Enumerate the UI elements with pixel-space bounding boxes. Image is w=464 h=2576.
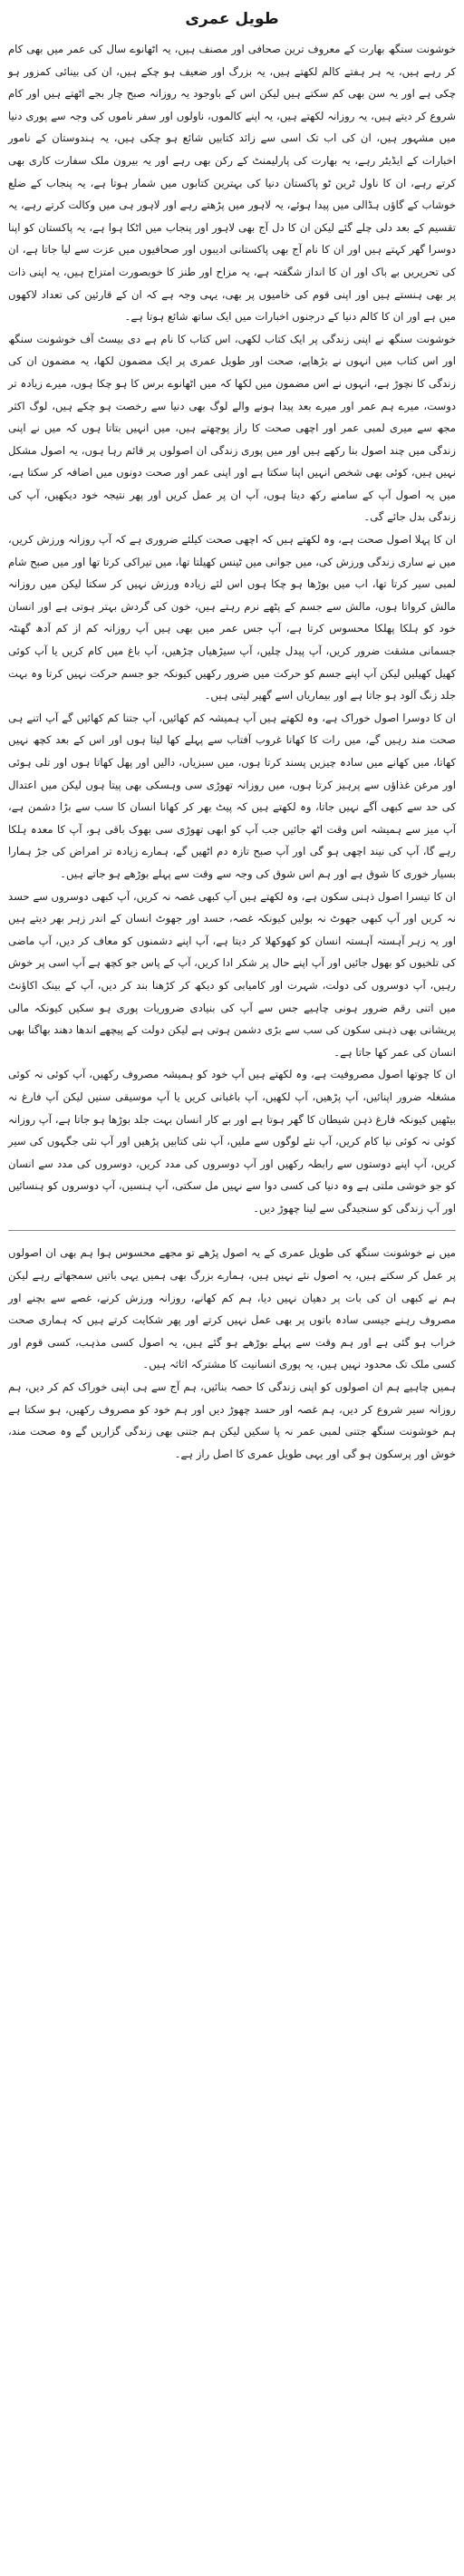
article-paragraph: خوشونت سنگھ نے اپنی زندگی پر ایک کتاب لکھی، اس کتاب کا نام ہے دی بیسٹ آف خوشونت سنگھ اور اس کتاب میں انہوں نے بڑھاپے، صحت اور طویل عمری پر ایک مضمون لکھا، یہ مضمون ان کی زندگی کا نچوڑ ہے، انہوں نے اس مضمون میں لکھا کہ میں اٹھانوے برس کا ہو چکا ہوں، میرے زیادہ تر دوست، میرے ہم عمر اور میرے بعد پیدا ہونے والے لوگ بھی دنیا سے رخصت ہو چکے ہیں، لوگ اکثر مجھ سے میری لمبی عمر اور اچھی صحت کا راز پوچھتے ہیں، میں انہیں بتاتا ہوں کہ میں نے اپنی زندگی میں چند اصول بنا رکھے ہیں اور میں پوری زندگی ان اصولوں پر قائم رہا ہوں، یہ اصول مشکل نہیں ہیں، کوئی بھی شخص انہیں اپنا سکتا ہے اور اپنی عمر اور صحت دونوں میں اضافہ کر سکتا ہے، میں یہ اصول آپ کے سامنے رکھ دیتا ہوں، آپ ان پر عمل کریں اور پھر نتیجہ خود دیکھیں، آپ کی زندگی بدل جائے گی۔: [8, 332, 456, 524]
article-paragraph: ان کا چوتھا اصول مصروفیت ہے، وہ لکھتے ہیں آپ خود کو ہمیشہ مصروف رکھیں، آپ کوئی نہ کوئی مشغلہ ضرور اپنائیں، آپ پڑھیں، آپ لکھیں، آپ باغبانی کریں یا آپ موسیقی سنیں لیکن آپ فارغ نہ بیٹھیں کیونکہ فارغ ذہن شیطان کا گھر ہوتا ہے اور بے کار انسان بہت جلد بوڑھا ہو جاتا ہے، آپ روزانہ کوئی نہ کوئی نیا کام کریں، آپ نئے لوگوں سے ملیں، آپ نئی کتابیں پڑھیں اور آپ نئی جگہوں کی سیر کریں، آپ اپنے دوستوں سے رابطہ رکھیں اور آپ دوسروں کی مدد کریں، دوسروں کی مدد سے انسان کو جو خوشی ملتی ہے وہ دنیا کی کسی دوا سے نہیں مل سکتی، آپ ہنسیں، آپ دوسروں کو ہنسائیں اور آپ زندگی کو سنجیدگی سے لینا چھوڑ دیں۔: [8, 1068, 456, 1215]
closing-paragraph: ہمیں چاہیے ہم ان اصولوں کو اپنی زندگی کا حصہ بنائیں، ہم آج سے ہی اپنی خوراک کم کر دیں، ہم روزانہ سیر شروع کر دیں، ہم غصہ اور حسد چھوڑ دیں اور ہم خود کو مصروف رکھیں، ہو سکتا ہے ہم خوشونت سنگھ جتنی لمبی عمر نہ پا سکیں لیکن ہم جتنی بھی زندگی گزاریں گے وہ صحت مند، خوش اور پرسکون ہو گی اور یہی طویل عمری کا اصل راز ہے۔: [8, 1380, 456, 1460]
section-divider: [8, 1230, 456, 1231]
article-paragraph: ان کا تیسرا اصول ذہنی سکون ہے، وہ لکھتے ہیں آپ کبھی غصہ نہ کریں، آپ کبھی دوسروں سے حسد نہ کریں اور آپ کبھی جھوٹ نہ بولیں کیونکہ غصہ، حسد اور جھوٹ انسان کے اندر زہر بھر دیتے ہیں اور یہ زہر آہستہ آہستہ انسان کو کھوکھلا کر دیتا ہے، آپ اپنے دشمنوں کو معاف کر دیں، آپ ماضی کی تلخیوں کو بھول جائیں اور آپ اپنے حال پر شکر ادا کریں، آپ کے پاس جو کچھ ہے آپ اسی پر خوش رہیں، آپ دوسروں کی دولت، شہرت اور کامیابی کو دیکھ کر کڑھنا بند کر دیں، آپ کے بینک اکاؤنٹ میں اتنی رقم ضرور ہونی چاہیے جس سے آپ کی بنیادی ضروریات پوری ہو سکیں کیونکہ مالی پریشانی بھی ذہنی سکون کی سب سے بڑی دشمن ہوتی ہے لیکن دولت کے پیچھے اندھا دھند بھاگنا بھی انسان کی عمر کھا جاتا ہے۔: [8, 889, 456, 1059]
article-paragraph: ان کا پہلا اصول صحت ہے، وہ لکھتے ہیں کہ اچھی صحت کیلئے ضروری ہے کہ آپ روزانہ ورزش کریں، میں نے ساری زندگی ورزش کی، میں جوانی میں ٹینس کھیلتا تھا، میں تیراکی کرتا تھا اور میں صبح شام لمبی سیر کرتا تھا، اب میں بوڑھا ہو چکا ہوں اس لئے زیادہ ورزش نہیں کر سکتا لیکن میں روزانہ مالش کرواتا ہوں، مالش سے جسم کے پٹھے نرم رہتے ہیں، خون کی گردش بہتر ہوتی ہے اور انسان خود کو ہلکا پھلکا محسوس کرتا ہے، آپ جس عمر میں بھی ہیں آپ روزانہ کم از کم آدھ گھنٹہ جسمانی مشقت ضرور کریں، آپ پیدل چلیں، آپ سیڑھیاں چڑھیں، آپ باغ میں کام کریں یا آپ کوئی کھیل کھیلیں لیکن آپ اپنے جسم کو حرکت میں ضرور رکھیں کیونکہ جو جسم حرکت نہیں کرتا وہ بہت جلد زنگ آلود ہو جاتا ہے اور بیماریاں اسے گھیر لیتی ہیں۔: [8, 533, 456, 702]
article-closing: [8, 1242, 456, 1465]
article-body: [8, 38, 456, 1465]
article-paragraph: خوشونت سنگھ بھارت کے معروف ترین صحافی اور مصنف ہیں، یہ اٹھانوے سال کی عمر میں بھی کام کر رہے ہیں، یہ ہر ہفتے کالم لکھتے ہیں، یہ بزرگ اور ضعیف ہو چکے ہیں، ان کی بینائی کمزور ہو چکی ہے اور یہ سن بھی کم سکتے ہیں لیکن اس کے باوجود یہ روزانہ صبح چار بجے اٹھتے ہیں اور کام شروع کر دیتے ہیں، یہ روزانہ لکھتے ہیں، یہ اپنے کالموں، ناولوں اور سفر ناموں کی وجہ سے پوری دنیا میں مشہور ہیں، ان کی اب تک اسی سے زائد کتابیں شائع ہو چکی ہیں، یہ ہندوستان کے نامور اخبارات کے ایڈیٹر رہے، یہ بھارت کی پارلیمنٹ کے رکن بھی رہے اور یہ بیرون ملک سفارت کاری بھی کرتے رہے، ان کا ناول ٹرین ٹو پاکستان دنیا کی بہترین کتابوں میں شمار ہوتا ہے، یہ پنجاب کے ضلع خوشاب کے گاؤں ہڈالی میں پیدا ہوئے، یہ لاہور میں پڑھتے رہے اور لاہور ہی میں وکالت کرتے رہے، یہ تقسیم کے بعد دلی چلے گئے لیکن ان کا دل آج بھی لاہور اور پنجاب میں اٹکا ہوا ہے، یہ پاکستان کو اپنا دوسرا گھر کہتے ہیں اور ان کا نام آج بھی پاکستانی ادیبوں اور صحافیوں میں عزت سے لیا جاتا ہے، ان کی تحریریں بے باک اور ان کا انداز شگفتہ ہے، یہ مزاح اور طنز کا خوبصورت امتزاج ہیں، یہ اپنی ذات پر بھی ہنستے ہیں اور اپنی قوم کی خامیوں پر بھی، یہی وجہ ہے کہ ان کے قارئین کی تعداد لاکھوں میں ہے اور ان کا کالم دنیا کے درجنوں اخبارات میں ایک ساتھ شائع ہوتا ہے۔: [8, 43, 456, 324]
closing-paragraph: میں نے خوشونت سنگھ کی طویل عمری کے یہ اصول پڑھے تو مجھے محسوس ہوا ہم بھی ان اصولوں پر عمل کر سکتے ہیں، یہ اصول نئے نہیں ہیں، ہمارے بزرگ بھی ہمیں یہی باتیں سمجھاتے رہے لیکن ہم نے کبھی ان کی بات پر دھیان نہیں دیا، ہم کم کھانے، روزانہ ورزش کرنے، غصے سے بچنے اور مصروف رہنے جیسی سادہ باتوں پر بھی عمل نہیں کرتے اور پھر شکایت کرتے ہیں کہ ہماری صحت خراب ہو گئی ہے اور ہم وقت سے پہلے بوڑھے ہو گئے ہیں، یہ اصول کسی مذہب، کسی قوم اور کسی ملک تک محدود نہیں ہیں، یہ پوری انسانیت کا مشترکہ اثاثہ ہیں۔: [8, 1246, 456, 1371]
article-paragraph: ان کا دوسرا اصول خوراک ہے، وہ لکھتے ہیں آپ ہمیشہ کم کھائیں، آپ جتنا کم کھائیں گے آپ اتنے ہی صحت مند رہیں گے، میں رات کا کھانا غروب آفتاب سے پہلے کھا لیتا ہوں اور اس کے بعد کچھ نہیں کھاتا، میں کھانے میں سادہ چیزیں پسند کرتا ہوں، میں سبزیاں، دالیں اور پھل کھاتا ہوں اور تلی ہوئی اور مرغن غذاؤں سے پرہیز کرتا ہوں، میں روزانہ تھوڑی سی وہسکی بھی پیتا ہوں لیکن میں اعتدال کی حد سے کبھی آگے نہیں جاتا، وہ لکھتے ہیں کہ پیٹ بھر کر کھانا انسان کا سب سے بڑا دشمن ہے، آپ میز سے ہمیشہ اس وقت اٹھ جائیں جب آپ کو ابھی تھوڑی سی بھوک باقی ہو، آپ کا معدہ ہلکا رہے گا، آپ کی نیند اچھی ہو گی اور آپ صبح تازہ دم اٹھیں گے، ہمارے زیادہ تر امراض کی جڑ ہمارا بسیار خوری کا شوق ہے اور ہم اس شوق کی وجہ سے وقت سے پہلے بوڑھے ہو جاتے ہیں۔: [8, 711, 456, 880]
article-title: طویل عمری: [185, 10, 279, 28]
